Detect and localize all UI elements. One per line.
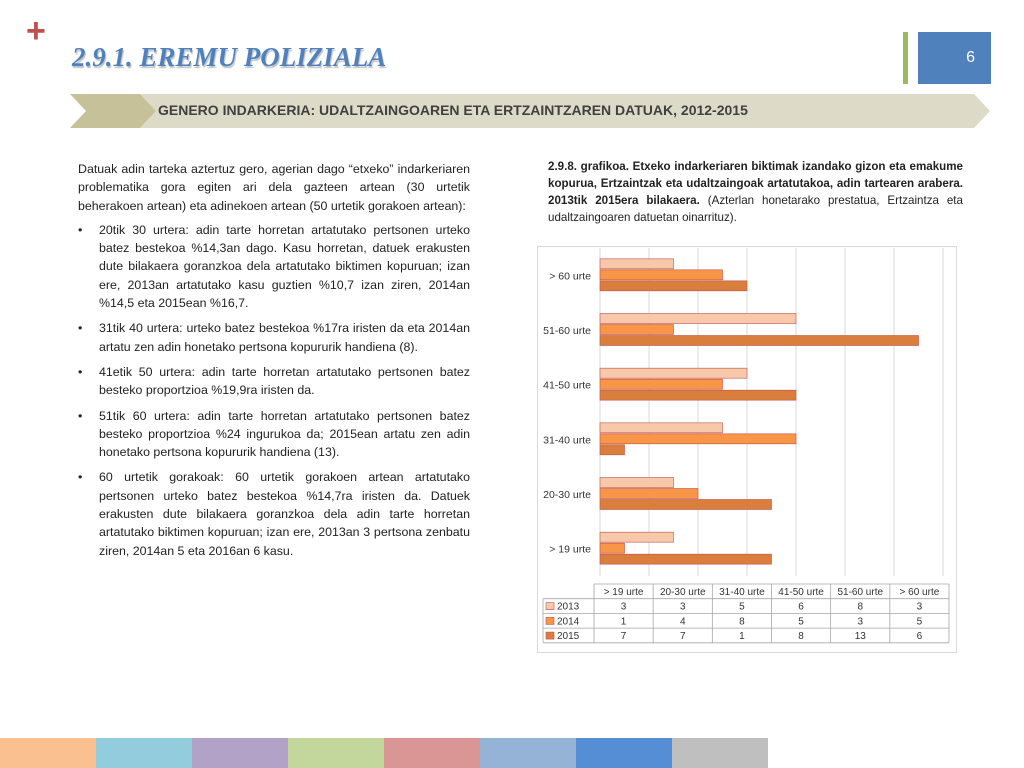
legend-label: 2015 — [557, 631, 580, 643]
bullet-icon: • — [78, 364, 83, 379]
legend-label: 2014 — [557, 616, 580, 628]
list-item-text: 31tik 40 urtera: urteko batez bestekoa %17ra iristen da eta 2014an artatu zen adin honetako pertsona kopururik handiena (8). — [99, 321, 470, 354]
section-banner — [70, 94, 992, 128]
strip-segment — [0, 738, 96, 768]
table-cell: 7 — [620, 631, 627, 643]
caption-source: (Azterlan honetarako prestatua, Ertzaintza eta udaltzaingoaren datuetan oinarrituz). — [548, 194, 963, 224]
body-text — [78, 160, 470, 567]
banner-text: GENERO INDARKERIA: UDALTZAINGOAREN ETA ERTZAINTZAREN DATUAK, 2012-2015 — [158, 102, 748, 118]
strip-segment — [288, 738, 384, 768]
list-item-text: 41etik 50 urtera: adin tarte horretan artatutako pertsonen batez besteko proportzioa %19,9ra iristen da. — [99, 364, 470, 398]
category-label: 51-60 urte — [543, 325, 591, 337]
table-cell: 13 — [854, 631, 866, 643]
bullet-icon: • — [78, 408, 83, 423]
table-cell: 5 — [916, 616, 923, 628]
bullet-icon: • — [78, 470, 83, 485]
table-cell: 3 — [679, 601, 686, 613]
page-number-box — [918, 32, 991, 84]
table-header: 31-40 urte — [719, 587, 765, 598]
list-item-text: 60 urtetik gorakoak: 60 urtetik gorakoen artean artatutako pertsonen urteko batez bestekoa %14,7ra iristen da. Datuek erakusten dute bilakaera goranzkoa dela adin tarte horretan artatutako biktimen kopuruan; izan ere, 2013an 3 pertsona zenbatu ziren, 2014an 5 eta 2016an 6 kasu. — [99, 470, 470, 558]
intro-paragraph: Datuak adin tarteka aztertuz gero, agerian dago “etxeko” indarkeriaren problematika gora egiten ari dela gazteen artean (30 urtetik beherakoen artean) eta adinekoen artean (50 urtetik gorakoen artean): — [78, 162, 470, 213]
table-cell: 1 — [620, 616, 627, 628]
table-cell: 4 — [679, 616, 686, 628]
list-item-text: 51tik 60 urtera: adin tarte horretan artatutako pertsonen batez besteko proportzioa %24 ingurukoa da; 2015ean artatu zen adin honetako pertsona kopururik handiena (13). — [99, 408, 470, 460]
table-cell: 8 — [798, 631, 804, 643]
accent-divider — [903, 32, 908, 84]
strip-segment — [384, 738, 480, 768]
strip-segment — [96, 738, 192, 768]
table-header: 41-50 urte — [778, 587, 824, 598]
table-cell: 8 — [739, 616, 745, 628]
table-cell: 8 — [857, 601, 864, 613]
table-cell: 7 — [679, 631, 686, 643]
page-title: 2.9.1. EREMU POLIZIALA — [72, 42, 387, 72]
category-label: 20-30 urte — [543, 489, 591, 501]
table-header: > 60 urte — [899, 587, 940, 598]
table-cell: 3 — [916, 601, 923, 613]
bar-chart — [537, 246, 957, 653]
bullet-list — [78, 221, 470, 560]
category-label: > 19 urte — [549, 543, 591, 556]
table-cell: 1 — [739, 631, 745, 643]
table-header: 20-30 urte — [659, 587, 706, 598]
bottom-color-strip — [0, 738, 768, 768]
category-label: 41-50 urte — [543, 379, 591, 392]
bullet-icon: • — [78, 222, 83, 237]
list-item — [78, 319, 470, 356]
caption-title: 2.9.8. grafikoa. Etxeko indarkeriaren biktimak izandako gizon eta emakume kopurua, Ertzaintzak eta udaltzaingoak artatutakoa, adin tartearen arabera. 2013tik 2015era bilakaera. — [548, 160, 963, 207]
legend-label: 2013 — [557, 601, 580, 613]
table-cell: 5 — [798, 616, 804, 628]
chart-frame — [537, 246, 957, 653]
table-cell: 6 — [798, 601, 804, 613]
strip-segment — [576, 738, 672, 768]
category-label: 31-40 urte — [543, 434, 591, 447]
strip-segment — [672, 738, 768, 768]
list-item — [78, 407, 470, 462]
list-item — [78, 468, 470, 559]
list-item-text: 20tik 30 urtera: adin tarte horretan artatutako pertsonen urteko batez bestekoa %14,3an dago. Kasu horretan, datuek erakusten dute bilakaera goranzkoa dela artatutako biktimen kopuruan; izan ere, 2013an artatutako kasu guztien %10,7 izan ziren, 2014an %14,5 eta 2015ean %16,7. — [99, 222, 470, 311]
chart-caption — [548, 158, 963, 226]
table-cell: 3 — [620, 601, 627, 613]
list-item — [78, 363, 470, 400]
table-cell: 3 — [857, 616, 864, 628]
list-item — [78, 221, 470, 312]
table-cell: 5 — [739, 601, 745, 613]
strip-segment — [480, 738, 576, 768]
strip-segment — [192, 738, 288, 768]
page-number: 6 — [966, 49, 975, 66]
table-cell: 6 — [916, 631, 923, 643]
table-header: > 19 urte — [603, 587, 644, 598]
banner-arrow — [70, 94, 156, 128]
bullet-icon: • — [78, 321, 83, 336]
plus-icon: + — [26, 12, 46, 50]
table-header: 51-60 urte — [837, 587, 884, 598]
category-label: > 60 urte — [549, 270, 591, 283]
